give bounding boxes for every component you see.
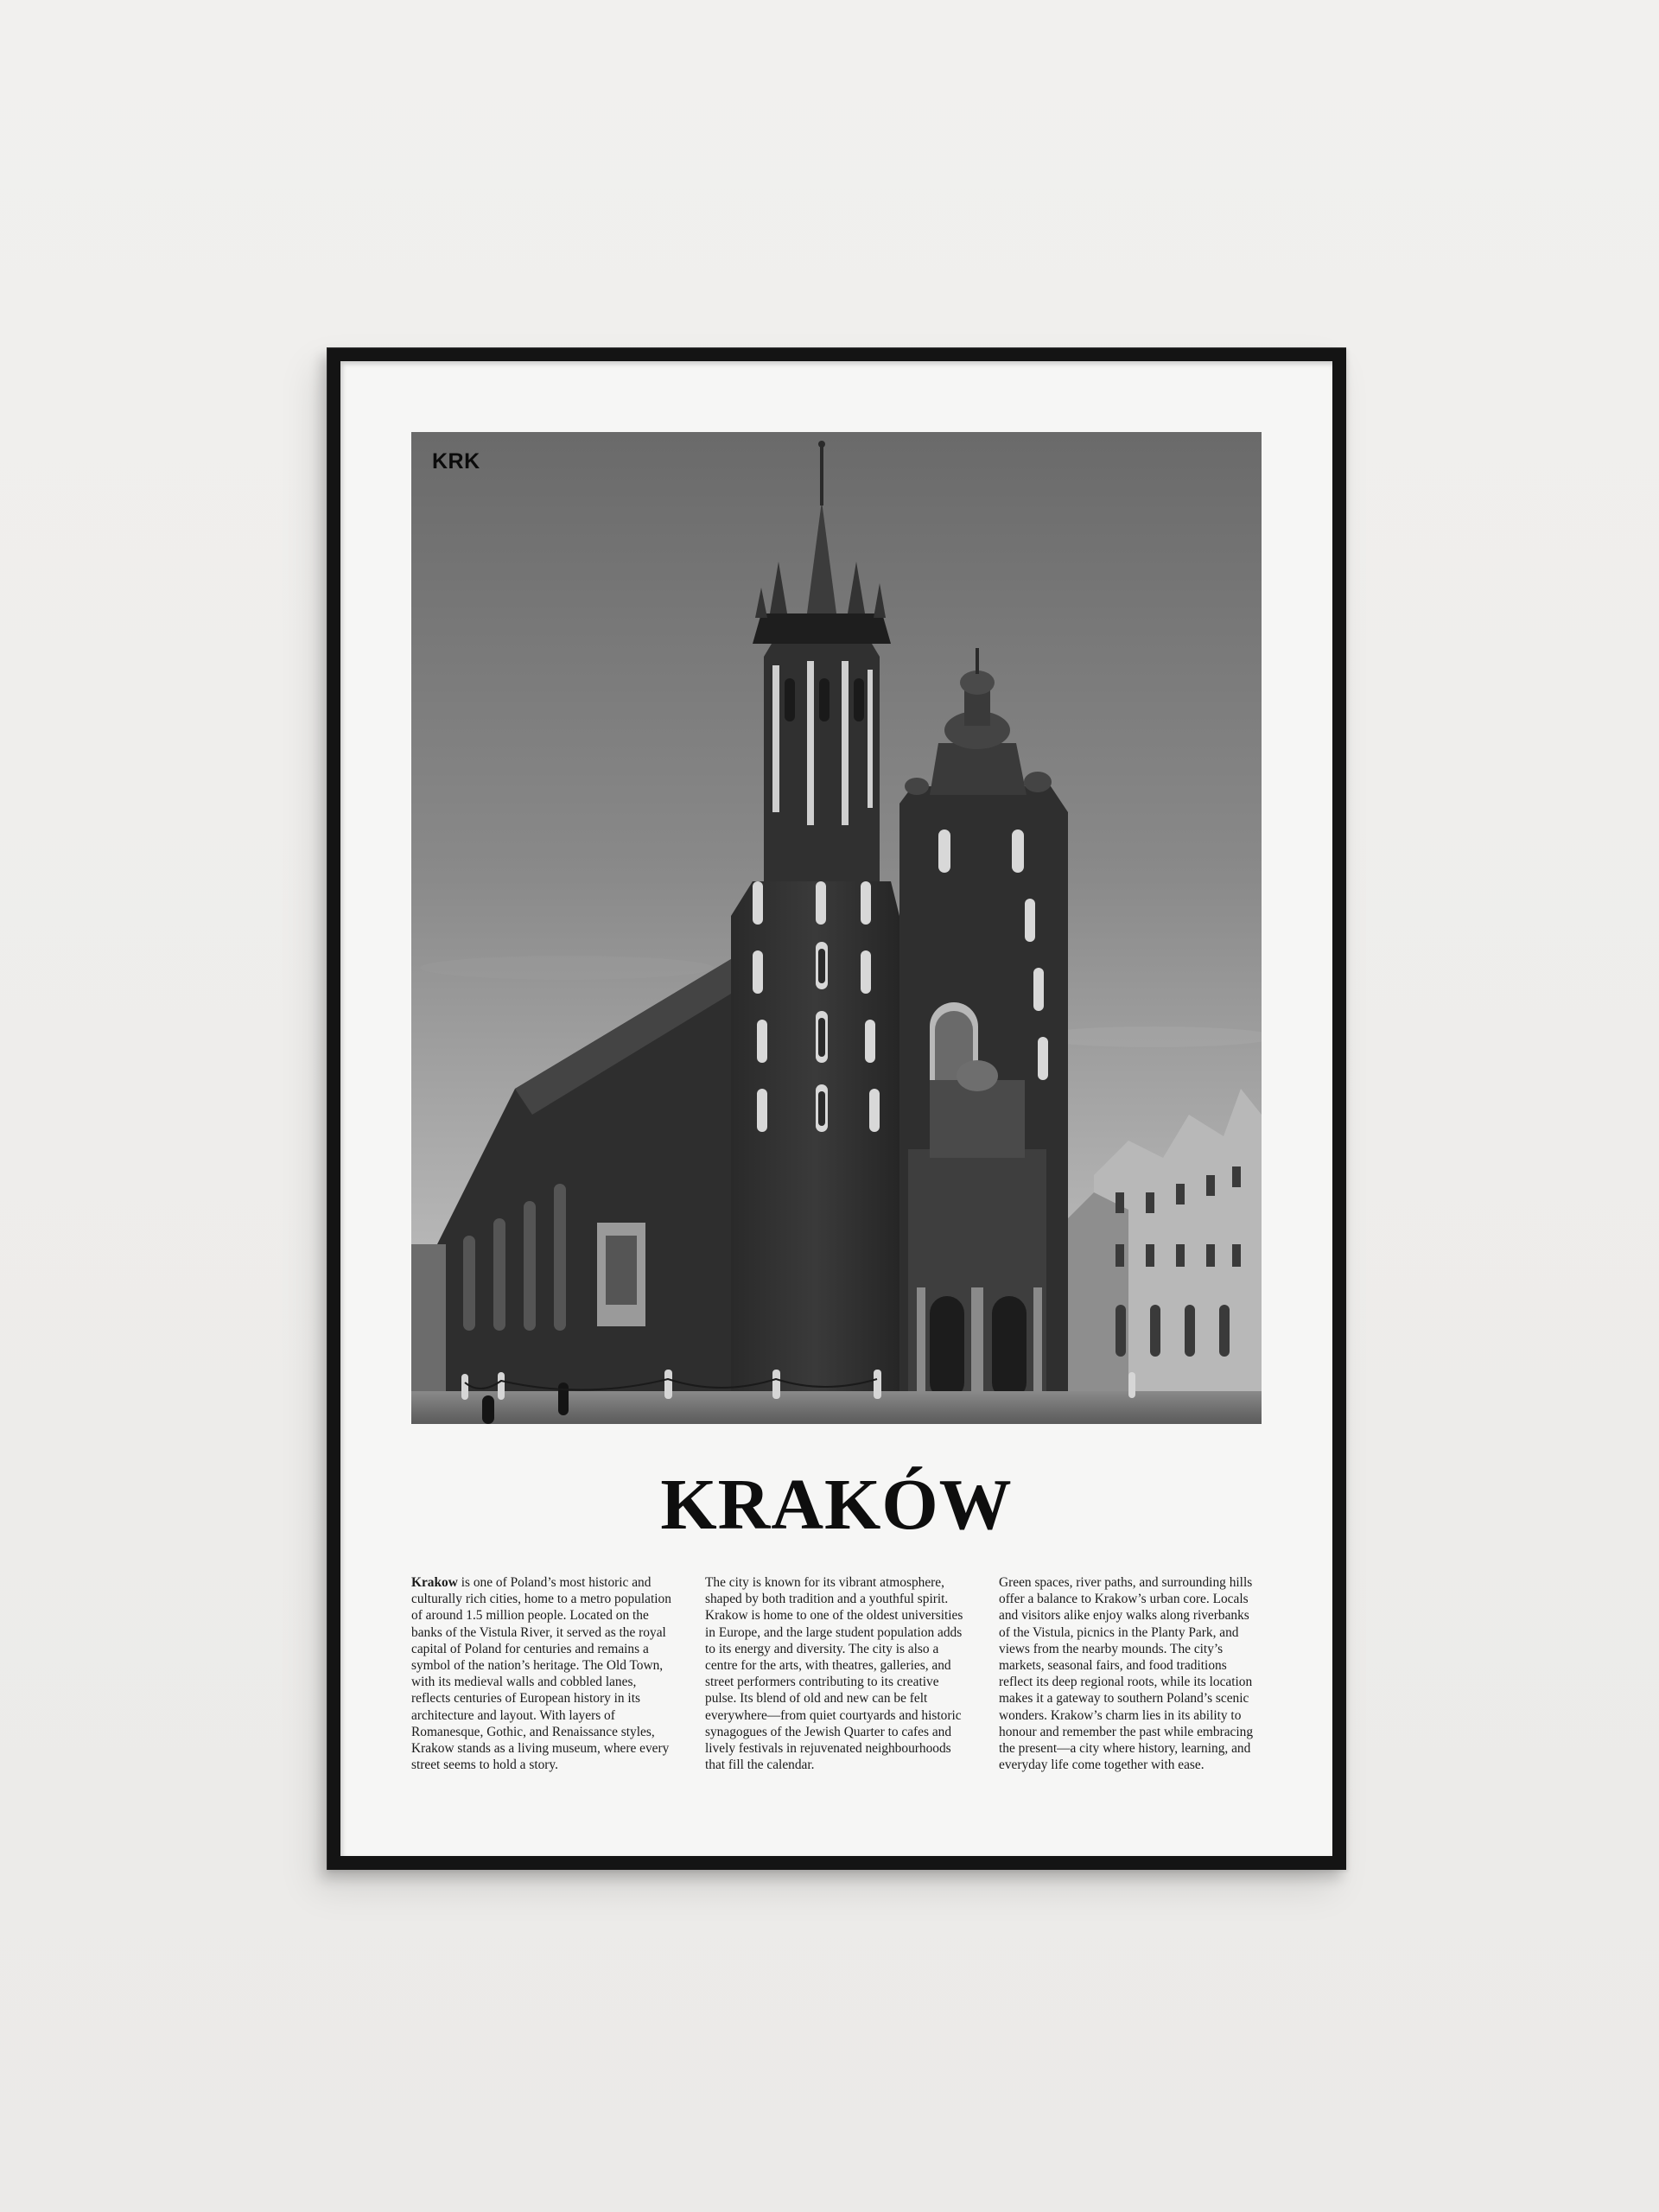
poster-frame: [327, 347, 1346, 1870]
description-column-2: [705, 1574, 968, 1773]
lead-word: Krakow: [411, 1575, 458, 1590]
description-column-1: [411, 1574, 674, 1773]
description-column-3: [999, 1574, 1262, 1773]
airport-code-badge: KRK: [432, 449, 480, 474]
basilica-illustration: [411, 432, 1262, 1424]
column-2-text: The city is known for its vibrant atmosphere, shaped by both tradition and a youthful spirit. Krakow is home to one of the oldest universities in Europe, and the large student population adds to its energy and diversity. The city is also a centre for the arts, with theatres, galleries, and street performers contributing to its creative pulse. Its blend of old and new can be felt everywhere—from quiet courtyards and historic synagogues of the Jewish Quarter to cafes and lively festivals in rejuvenated neighbourhoods that fill the calendar.: [705, 1575, 963, 1773]
column-1-text: is one of Poland’s most historic and culturally rich cities, home to a metro population of around 1.5 million people. Located on the banks of the Vistula River, it served as the royal capital of Poland for centuries and remains a symbol of the nation’s heritage. The Old Town, with its medieval walls and cobbled lanes, reflects centuries of European history in its architecture and layout. With layers of Romanesque, Gothic, and Renaissance styles, Krakow stands as a living museum, where every street seems to hold a story.: [411, 1575, 671, 1773]
description-columns: [411, 1574, 1262, 1773]
poster-mat: [340, 361, 1332, 1856]
poster-title: KRAKÓW: [660, 1465, 1013, 1545]
column-3-text: Green spaces, river paths, and surrounding hills offer a balance to Krakow’s urban core. Locals and visitors alike enjoy walks along riverbanks of the Vistula, picnics in the Planty Park, and views from the nearby mounds. The city’s markets, seasonal fairs, and food traditions reflect its deep regional roots, while its location makes it a gateway to southern Poland’s scenic wonders. Krakow’s charm lies in its ability to honour and remember the past while embracing the present—a city where history, learning, and everyday life come together with ease.: [999, 1575, 1254, 1773]
cathedral-photo: [411, 432, 1262, 1424]
